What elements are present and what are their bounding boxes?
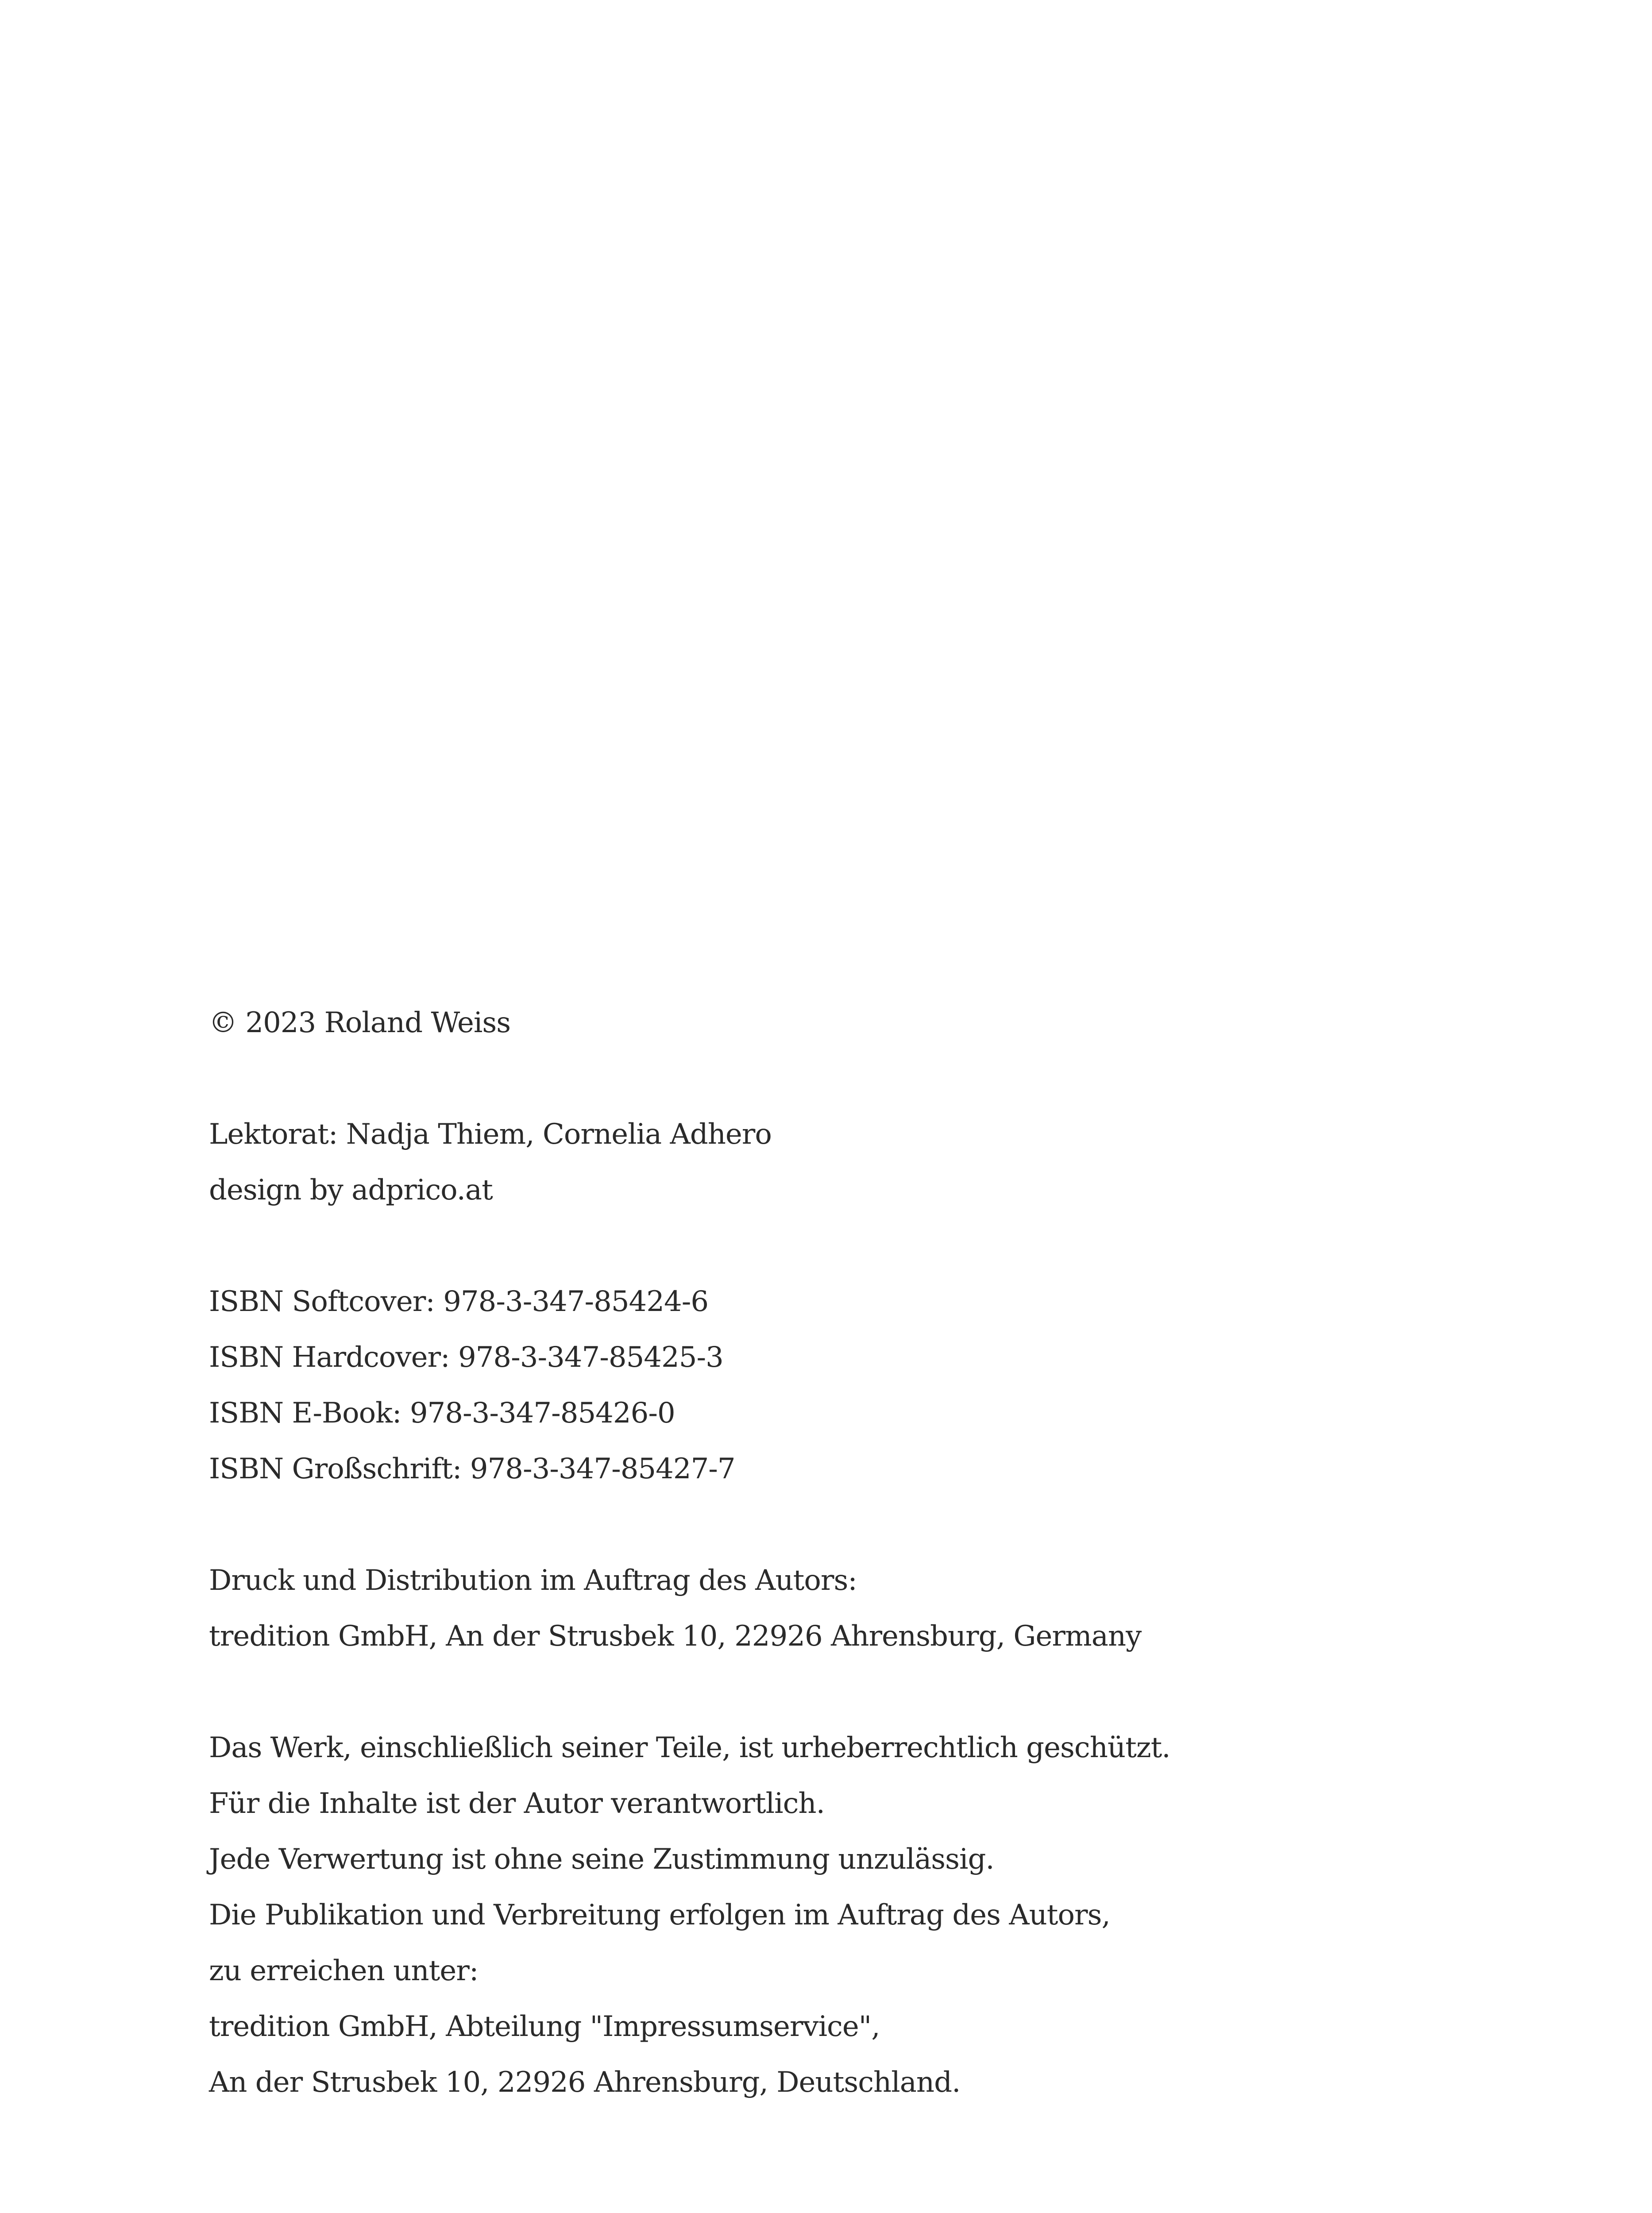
- legal-line-contact-intro: zu erreichen unter:: [209, 1955, 479, 1987]
- legal-line-contact-address: An der Strusbek 10, 22926 Ahrensburg, Deutschland.: [209, 2066, 961, 2099]
- copyright-line: © 2023 Roland Weiss: [209, 1006, 511, 1039]
- isbn-large-print: ISBN Großschrift: 978-3-347-85427-7: [209, 1453, 735, 1485]
- design-credit: design by adprico.at: [209, 1174, 493, 1207]
- printing-label: Druck und Distribution im Auftrag des Autors:: [209, 1564, 857, 1597]
- legal-line-copyright-protection: Das Werk, einschließlich seiner Teile, ist urheberrechtlich geschützt.: [209, 1731, 1170, 1764]
- legal-line-contact-company: tredition GmbH, Abteilung "Impressumservice",: [209, 2010, 880, 2043]
- isbn-softcover: ISBN Softcover: 978-3-347-85424-6: [209, 1285, 709, 1318]
- legal-line-author-responsibility: Für die Inhalte ist der Autor verantwortlich.: [209, 1787, 825, 1820]
- isbn-ebook: ISBN E-Book: 978-3-347-85426-0: [209, 1397, 675, 1430]
- editing-credit: Lektorat: Nadja Thiem, Cornelia Adhero: [209, 1118, 772, 1151]
- legal-line-publication: Die Publikation und Verbreitung erfolgen im Auftrag des Autors,: [209, 1899, 1110, 1932]
- spacer: [209, 1664, 1537, 1720]
- isbn-hardcover: ISBN Hardcover: 978-3-347-85425-3: [209, 1341, 723, 1374]
- legal-line-usage-consent: Jede Verwertung ist ohne seine Zustimmung unzulässig.: [209, 1843, 994, 1876]
- spacer: [209, 1497, 1537, 1553]
- printing-address: tredition GmbH, An der Strusbek 10, 22926 Ahrensburg, Germany: [209, 1620, 1142, 1653]
- imprint-block: [209, 995, 1537, 2110]
- spacer: [209, 1051, 1537, 1106]
- spacer: [209, 1218, 1537, 1274]
